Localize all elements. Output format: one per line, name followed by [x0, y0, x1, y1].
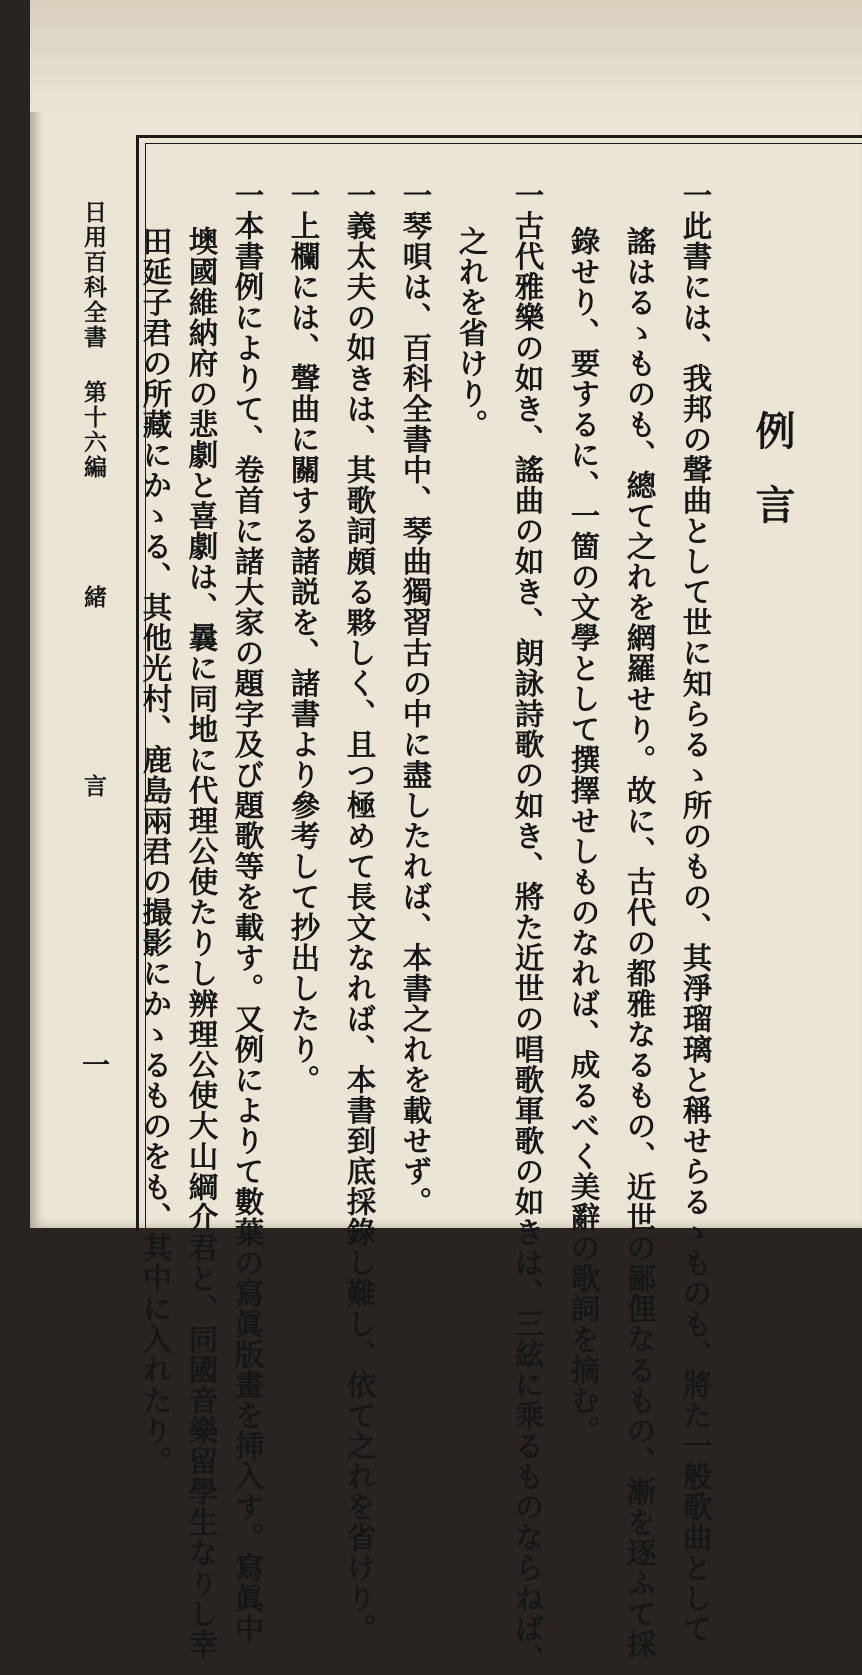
volume-number: 第十六編 [80, 380, 107, 480]
page-number: 一 [78, 1050, 111, 1078]
page-top-shadow [30, 0, 862, 112]
paragraph-6-line-3: 田延子君の所藏にかゝる、其他光村、鹿島兩君の撮影にかゝるものをも、其中に入れたり。 [138, 226, 174, 1477]
paragraph-1-line-1: 一此書には、我邦の聲曲として世に知らるゝ所のもの、其淨瑠璃と稱せらるゝものも、將た一般歌曲として [678, 180, 714, 1644]
paragraph-6-line-1: 一本書例によりて、卷首に諸大家の題字及び題歌等を載す。又例によりて數葉の寫眞版畫を挿入す。寫眞中 [230, 180, 266, 1644]
paragraph-6-line-2: 墺國維納府の悲劇と喜劇は、曩に同地に代理公使たりし辨理公使大山綱介君と、同國音樂留學生なりし幸 [184, 226, 220, 1660]
paragraph-1-line-3: 錄せり、要するに、一箇の文學として撰擇せしものなれば、成るべく美辭の歌詞を摘む。 [566, 226, 602, 1446]
page-title: 例言 [749, 410, 796, 558]
paragraph-3-line-1: 一琴唄は、百科全書中、琴曲獨習古の中に盡したれば、本書之れを載せず。 [398, 180, 434, 1217]
paragraph-2-line-1: 一古代雅樂の如き、謠曲の如き、朗詠詩歌の如き、將た近世の唱歌軍歌の如きは、三絃に乘るものならねば、 [510, 180, 546, 1675]
paragraph-2-line-2: 之れを省けり。 [454, 226, 490, 440]
series-title: 日用百科全書 [80, 200, 107, 350]
paragraph-1-line-2: 謠はるゝものも、總て之れを網羅せり。故に、古代の都雅なるもの、近世の鄙俚なるもの、漸を逐ふて採 [622, 226, 658, 1660]
paragraph-4-line-1: 一義太夫の如きは、其歌詞頗る夥しく、且つ極めて長文なれば、本書到底採錄し難し、依て之れを省けり。 [342, 180, 378, 1644]
section-heading: 緒 言 [80, 585, 107, 837]
paragraph-5-line-1: 一上欄には、聲曲に關する諸説を、諸書より參考して抄出したり。 [286, 180, 322, 1095]
